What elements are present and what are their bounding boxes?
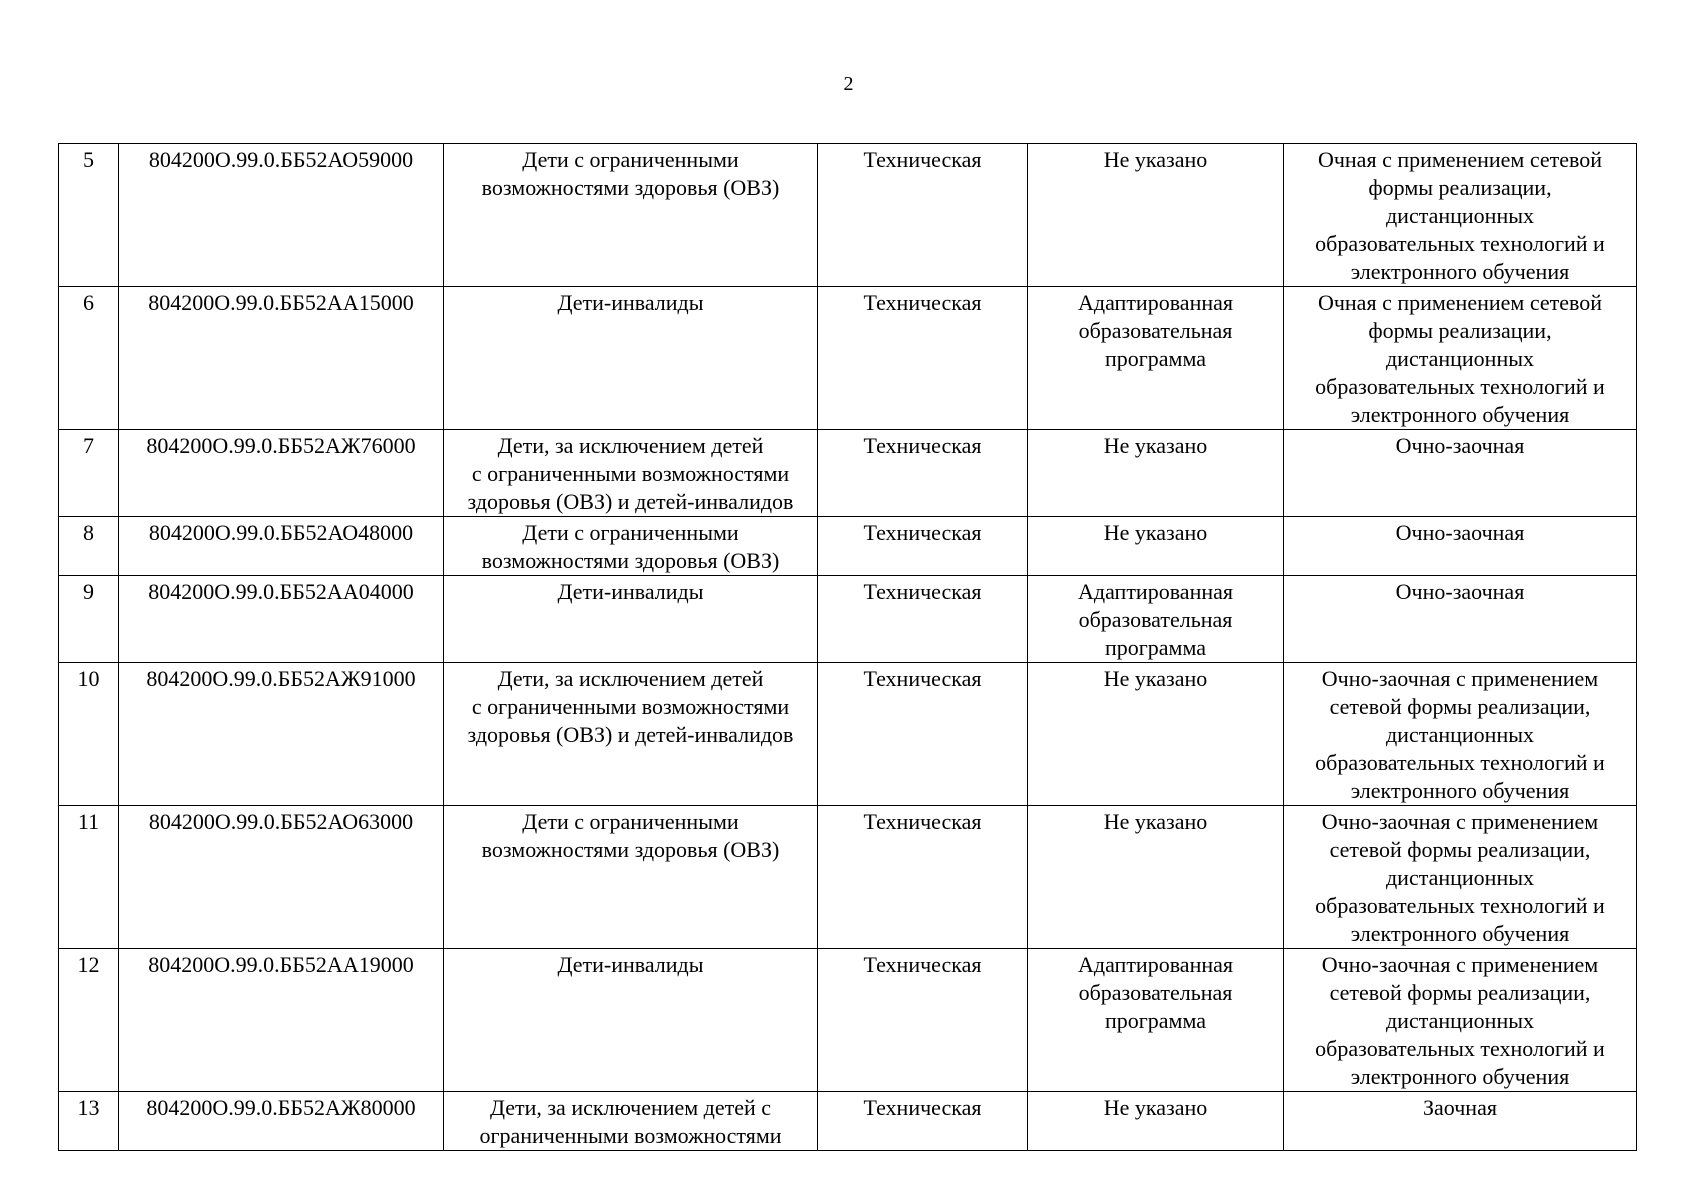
page-number: 2 [843, 73, 854, 95]
program-cell [1028, 430, 1284, 517]
row-number-cell: 12 [59, 949, 119, 1092]
education-form-cell-line: образовательных технологий и [1315, 893, 1605, 918]
row-number-cell: 11 [59, 806, 119, 949]
program-cell-line: Не указано [1103, 147, 1208, 172]
education-form-cell [1284, 576, 1637, 663]
orientation-cell: Техническая [818, 517, 1028, 576]
program-cell-line: Не указано [1103, 1095, 1208, 1120]
program-cell [1028, 287, 1284, 430]
education-form-cell [1284, 430, 1637, 517]
orientation-cell: Техническая [818, 663, 1028, 806]
education-form-cell-line: дистанционных [1385, 865, 1535, 890]
registry-code-cell: 804200О.99.0.ББ52АЖ91000 [119, 663, 444, 806]
category-cell-line: Дети-инвалиды [557, 290, 704, 315]
education-form-cell-line: электронного обучения [1350, 1064, 1570, 1089]
program-cell-line: Не указано [1103, 666, 1208, 691]
orientation-cell: Техническая [818, 287, 1028, 430]
program-cell [1028, 806, 1284, 949]
category-cell [444, 287, 818, 430]
program-cell-line: программа [1104, 635, 1207, 660]
category-cell-line: возможностями здоровья (ОВЗ) [481, 175, 780, 200]
education-form-cell-line: Очно-заочная [1395, 579, 1525, 604]
orientation-cell: Техническая [818, 430, 1028, 517]
education-form-cell-line: Очная с применением сетевой [1317, 147, 1603, 172]
education-form-cell-line: образовательных технологий и [1315, 374, 1605, 399]
category-cell-line: Дети, за исключением детей [497, 433, 764, 458]
registry-code-cell: 804200О.99.0.ББ52АЖ76000 [119, 430, 444, 517]
education-form-cell [1284, 517, 1637, 576]
row-number-cell: 8 [59, 517, 119, 576]
education-form-cell [1284, 144, 1637, 287]
category-cell [444, 517, 818, 576]
row-number-cell: 10 [59, 663, 119, 806]
registry-code-cell: 804200О.99.0.ББ52АА19000 [119, 949, 444, 1092]
category-cell-line: Дети с ограниченными [522, 809, 739, 834]
row-number-cell: 7 [59, 430, 119, 517]
education-form-cell-line: формы реализации, [1368, 175, 1552, 200]
program-cell-line: образовательная [1078, 980, 1233, 1005]
education-form-cell-line: образовательных технологий и [1315, 1036, 1605, 1061]
registry-code-cell: 804200О.99.0.ББ52АА15000 [119, 287, 444, 430]
category-cell [444, 576, 818, 663]
education-form-cell-line: электронного обучения [1350, 259, 1570, 284]
program-cell-line: образовательная [1078, 607, 1233, 632]
category-cell-line: Дети, за исключением детей с [489, 1095, 772, 1120]
program-cell-line: программа [1104, 346, 1207, 371]
orientation-cell: Техническая [818, 806, 1028, 949]
category-cell-line: с ограниченными возможностями [471, 461, 790, 486]
education-form-cell-line: Заочная [1423, 1095, 1497, 1120]
table-row [59, 144, 1637, 287]
program-cell-line: Адаптированная [1077, 579, 1233, 604]
education-form-cell-line: Очно-заочная [1395, 520, 1525, 545]
category-cell [444, 1092, 818, 1151]
table-row [59, 663, 1637, 806]
education-form-cell-line: электронного обучения [1350, 921, 1570, 946]
education-form-cell [1284, 949, 1637, 1092]
table-body [59, 144, 1637, 1151]
table-row [59, 517, 1637, 576]
registry-code-cell: 804200О.99.0.ББ52АА04000 [119, 576, 444, 663]
category-cell [444, 949, 818, 1092]
program-cell-line: Не указано [1103, 809, 1208, 834]
education-form-cell-line: Очно-заочная [1395, 433, 1525, 458]
education-form-cell-line: дистанционных [1385, 346, 1535, 371]
program-cell-line: Адаптированная [1077, 952, 1233, 977]
category-cell-line: с ограниченными возможностями [471, 694, 790, 719]
table-row [59, 949, 1637, 1092]
services-table [58, 143, 1637, 1151]
education-form-cell-line: образовательных технологий и [1315, 231, 1605, 256]
education-form-cell-line: электронного обучения [1350, 778, 1570, 803]
orientation-cell: Техническая [818, 1092, 1028, 1151]
category-cell [444, 806, 818, 949]
category-cell-line: Дети с ограниченными [522, 147, 739, 172]
program-cell-line: Не указано [1103, 433, 1208, 458]
table-row [59, 576, 1637, 663]
row-number-cell: 9 [59, 576, 119, 663]
category-cell-line: Дети-инвалиды [557, 579, 704, 604]
category-cell-line: Дети-инвалиды [557, 952, 704, 977]
education-form-cell-line: формы реализации, [1368, 318, 1552, 343]
program-cell [1028, 517, 1284, 576]
category-cell-line: здоровья (ОВЗ) и детей-инвалидов [467, 722, 794, 747]
education-form-cell-line: сетевой формы реализации, [1329, 980, 1591, 1005]
program-cell [1028, 663, 1284, 806]
row-number-cell: 13 [59, 1092, 119, 1151]
program-cell [1028, 1092, 1284, 1151]
education-form-cell-line: образовательных технологий и [1315, 750, 1605, 775]
education-form-cell [1284, 806, 1637, 949]
table-row [59, 806, 1637, 949]
category-cell-line: Дети с ограниченными [522, 520, 739, 545]
program-cell-line: Не указано [1103, 520, 1208, 545]
education-form-cell-line: сетевой формы реализации, [1329, 837, 1591, 862]
program-cell-line: образовательная [1078, 318, 1233, 343]
education-form-cell-line: дистанционных [1385, 722, 1535, 747]
orientation-cell: Техническая [818, 949, 1028, 1092]
category-cell-line: ограниченными возможностями [479, 1123, 782, 1148]
education-form-cell [1284, 287, 1637, 430]
education-form-cell-line: сетевой формы реализации, [1329, 694, 1591, 719]
registry-code-cell: 804200О.99.0.ББ52АО63000 [119, 806, 444, 949]
table-row [59, 430, 1637, 517]
program-cell-line: Адаптированная [1077, 290, 1233, 315]
category-cell-line: возможностями здоровья (ОВЗ) [481, 837, 780, 862]
program-cell [1028, 144, 1284, 287]
category-cell-line: Дети, за исключением детей [497, 666, 764, 691]
education-form-cell [1284, 1092, 1637, 1151]
row-number-cell: 5 [59, 144, 119, 287]
orientation-cell: Техническая [818, 144, 1028, 287]
registry-code-cell: 804200О.99.0.ББ52АО48000 [119, 517, 444, 576]
table-row [59, 1092, 1637, 1151]
category-cell-line: возможностями здоровья (ОВЗ) [481, 548, 780, 573]
education-form-cell-line: Очно-заочная с применением [1321, 809, 1599, 834]
program-cell [1028, 576, 1284, 663]
registry-code-cell: 804200О.99.0.ББ52АО59000 [119, 144, 444, 287]
education-form-cell-line: дистанционных [1385, 1008, 1535, 1033]
table-row [59, 287, 1637, 430]
registry-code-cell: 804200О.99.0.ББ52АЖ80000 [119, 1092, 444, 1151]
education-form-cell-line: электронного обучения [1350, 402, 1570, 427]
program-cell-line: программа [1104, 1008, 1207, 1033]
category-cell-line: здоровья (ОВЗ) и детей-инвалидов [467, 489, 794, 514]
category-cell [444, 430, 818, 517]
education-form-cell [1284, 663, 1637, 806]
program-cell [1028, 949, 1284, 1092]
education-form-cell-line: дистанционных [1385, 203, 1535, 228]
education-form-cell-line: Очно-заочная с применением [1321, 952, 1599, 977]
orientation-cell: Техническая [818, 576, 1028, 663]
category-cell [444, 663, 818, 806]
education-form-cell-line: Очно-заочная с применением [1321, 666, 1599, 691]
category-cell [444, 144, 818, 287]
row-number-cell: 6 [59, 287, 119, 430]
education-form-cell-line: Очная с применением сетевой [1317, 290, 1603, 315]
